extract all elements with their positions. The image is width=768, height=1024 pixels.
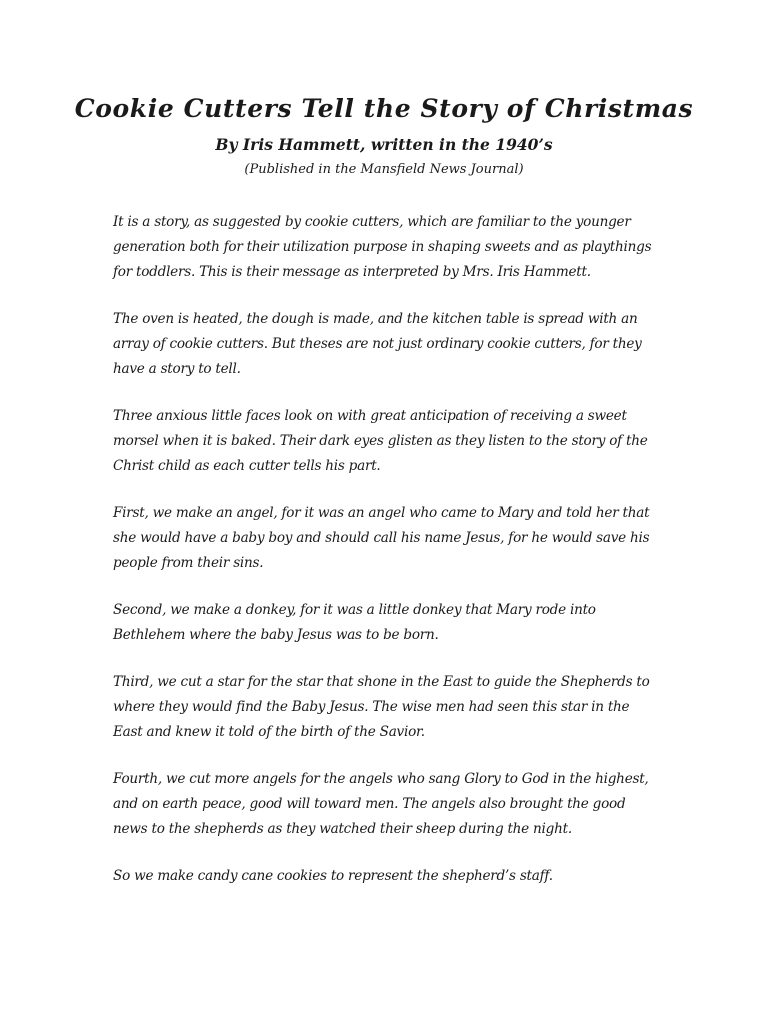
paragraph-oven: The oven is heated, the dough is made, and the kitchen table is spread with an array of cookie cutters. But theses are not just ordinary cookie cutters, for they have a story to tell. [113,311,642,377]
publication-note: (Published in the Mansfield News Journal) [244,162,524,177]
paragraph-star: Third, we cut a star for the star that shone in the East to guide the Shepherds to where they would find the Baby Jesus. The wise men had seen this star in the East and knew it told of the birth of the Savior. [113,674,650,740]
paragraph-faces: Three anxious little faces look on with great anticipation of receiving a sweet morsel when it is baked. Their dark eyes glisten as they listen to the story of the Christ child as each cutter tells his part. [113,408,648,474]
document-byline: By Iris Hammett, written in the 1940’s [215,135,553,154]
paragraph-angels: Fourth, we cut more angels for the angels who sang Glory to God in the highest, and on earth peace, good will toward men. The angels also brought the good news to the shepherds as they watched their sheep during the night. [113,771,649,837]
paragraph-candy-cane: So we make candy cane cookies to represent the shepherd’s staff. [113,868,553,884]
document-title: Cookie Cutters Tell the Story of Christmas [74,94,694,123]
document-body [113,210,661,911]
paragraph-donkey: Second, we make a donkey, for it was a little donkey that Mary rode into Bethlehem where the baby Jesus was to be born. [113,602,596,643]
paragraph-intro: It is a story, as suggested by cookie cutters, which are familiar to the younger generation both for their utilization purpose in shaping sweets and as playthings for toddlers. This is their message as interpreted by Mrs. Iris Hammett. [113,214,652,280]
paragraph-angel: First, we make an angel, for it was an angel who came to Mary and told her that she would have a baby boy and should call his name Jesus, for he would save his people from their sins. [113,505,650,571]
